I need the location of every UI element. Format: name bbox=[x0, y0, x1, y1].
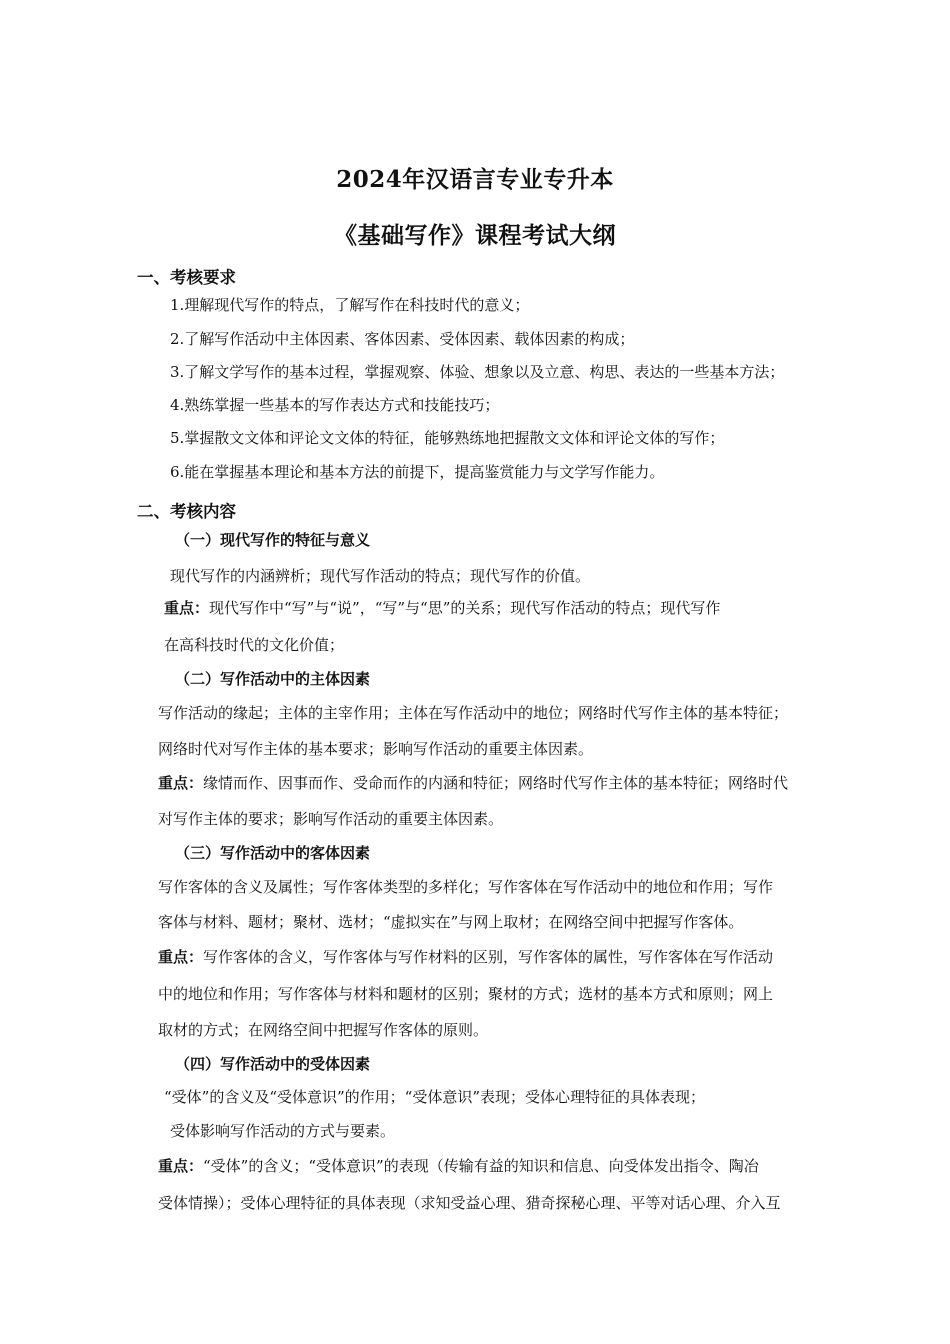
content-line: “受体”的含义及“受体意识”的作用；“受体意识”表现；受体心理特征的具体表现； bbox=[164, 1088, 706, 1106]
requirement-item: 4.熟练掌握一些基本的写作表达方式和技能技巧； bbox=[170, 396, 500, 414]
key-text: 现代写作中“写”与“说”，“写”与“思”的关系；现代写作活动的特点；现代写作 bbox=[209, 599, 721, 617]
key-label: 重点： bbox=[158, 774, 204, 792]
requirement-item: 3.了解文学写作的基本过程，掌握观察、体验、想象以及立意、构思、表达的一些基本方法； bbox=[170, 363, 785, 381]
requirement-item: 5.掌握散文文体和评论文文体的特征，能够熟练地把握散文文体和评论文体的写作； bbox=[170, 429, 725, 447]
requirement-item: 1.理解现代写作的特点，了解写作在科技时代的意义； bbox=[170, 296, 530, 314]
requirement-item: 2.了解写作活动中主体因素、客体因素、受体因素、载体因素的构成； bbox=[170, 330, 635, 348]
content-line: 现代写作的内涵辨析；现代写作活动的特点；现代写作的价值。 bbox=[170, 567, 591, 585]
key-label: 重点： bbox=[164, 599, 210, 617]
document-subtitle: 《基础写作》课程考试大纲 bbox=[334, 222, 616, 249]
key-point-line bbox=[158, 946, 773, 967]
content-line: 写作客体的含义及属性；写作客体类型的多样化；写作客体在写作活动中的地位和作用；写作 bbox=[158, 878, 774, 896]
key-point-line bbox=[158, 1155, 759, 1176]
subsection-heading: （四）写作活动中的受体因素 bbox=[175, 1055, 371, 1073]
requirement-item: 6.能在掌握基本理论和基本方法的前提下，提高鉴赏能力与文学写作能力。 bbox=[170, 463, 665, 481]
key-point-line: 受体情操）；受体心理特征的具体表现（求知受益心理、猎奇探秘心理、平等对话心理、介入互 bbox=[158, 1194, 781, 1212]
document-title: 2024年汉语言专业专升本 bbox=[336, 166, 614, 193]
key-text: “受体”的含义；“受体意识”的表现（传输有益的知识和信息、向受体发出指令、陶冶 bbox=[203, 1157, 759, 1175]
key-text: 缘情而作、因事而作、受命而作的内涵和特征；网络时代写作主体的基本特征；网络时代 bbox=[203, 774, 789, 792]
section-heading-requirements: 一、考核要求 bbox=[137, 268, 236, 287]
key-point-line: 在高科技时代的文化价值； bbox=[164, 636, 345, 654]
content-line: 写作活动的缘起；主体的主宰作用；主体在写作活动中的地位；网络时代写作主体的基本特征； bbox=[158, 704, 789, 722]
content-line: 受体影响写作活动的方式与要素。 bbox=[170, 1122, 396, 1140]
section-heading-content: 二、考核内容 bbox=[137, 502, 236, 521]
key-label: 重点： bbox=[158, 1157, 204, 1175]
content-line: 客体与材料、题材；聚材、选材；“虚拟实在”与网上取材；在网络空间中把握写作客体。 bbox=[158, 913, 744, 931]
subsection-heading: （一）现代写作的特征与意义 bbox=[175, 531, 371, 549]
key-point-line bbox=[158, 772, 788, 793]
subsection-heading: （三）写作活动中的客体因素 bbox=[175, 844, 371, 862]
key-point-line: 中的地位和作用；写作客体与材料和题材的区别；聚材的方式；选材的基本方式和原则；网上 bbox=[158, 985, 774, 1003]
subsection-heading: （二）写作活动中的主体因素 bbox=[175, 670, 371, 688]
key-label: 重点： bbox=[158, 948, 204, 966]
key-point-line: 对写作主体的要求；影响写作活动的重要主体因素。 bbox=[158, 810, 504, 828]
key-text: 写作客体的含义，写作客体与写作材料的区别，写作客体的属性，写作客体在写作活动 bbox=[203, 948, 774, 966]
key-point-line: 取材的方式；在网络空间中把握写作客体的原则。 bbox=[158, 1021, 489, 1039]
content-line: 网络时代对写作主体的基本要求；影响写作活动的重要主体因素。 bbox=[158, 740, 594, 758]
key-point-line bbox=[164, 597, 720, 618]
